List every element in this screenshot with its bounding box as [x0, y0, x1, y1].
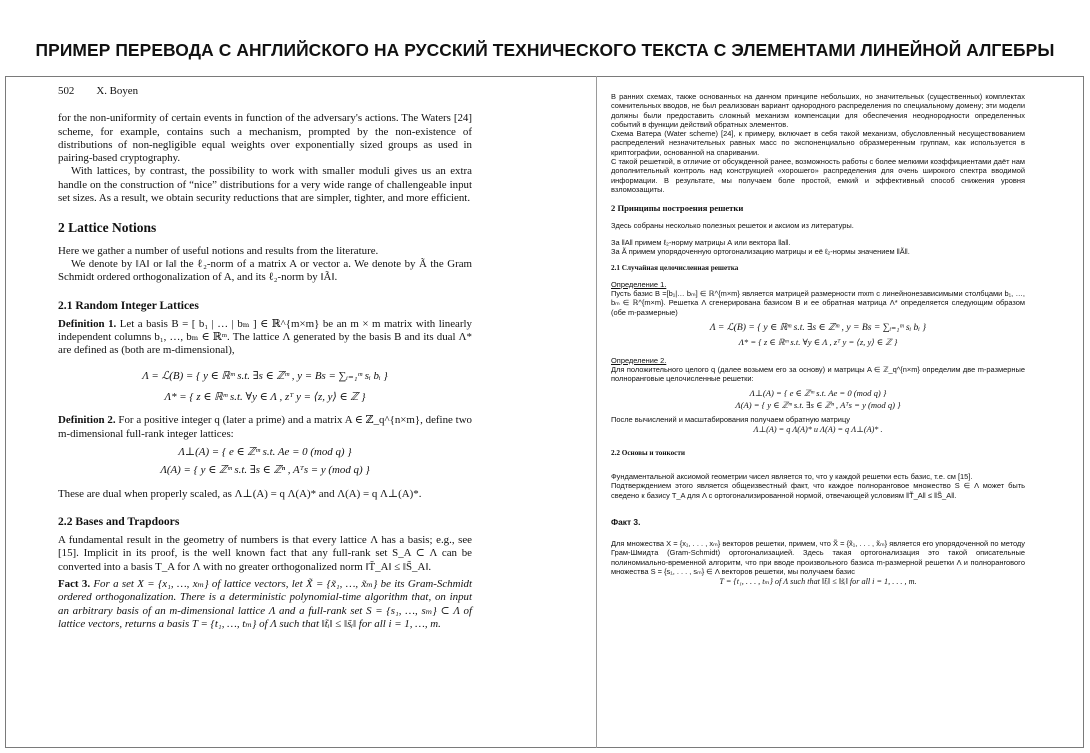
- ru-subsection-2-1-title: 2.1 Случайная целочисленная решетка: [611, 264, 739, 273]
- subsection-2-2-title: 2.2 Bases and Trapdoors: [58, 514, 180, 528]
- ru-fact-3-text: Для множества X = {x₁, . . . , xₘ} векторов решетки, примем, что X̃ = {x̃₁, . . . , x̃ₘ} является его упорядоченной по методу Грам-Шмидта (Gram-Schmidt) ортогонализацией. Здесь такая ортогонализация это такой описательные полиномиально-временной алгоритм, что при вводе произвольного базиса m-размерной решетки Λ и полноранговогo множества S = {s₁, . . . , sₘ} ∈ Λ векторов решетки, мы получаем базис: [611, 539, 1025, 576]
- equation-q-lattice: Λ(A) = { y ∈ ℤᵐ s.t. ∃s ∈ ℤⁿ , Aᵀs = y (mod q) }: [160, 464, 370, 477]
- ru-subsection-2-2-text-2: Подтверждением этого является общеизвестный факт, что каждое полноранговое множество S ∈ Λ может быть сведено к базису T_A для Λ с ортогонализированной нормой, отвечающей условиям ‖T̃_A‖ ≤ ‖S̃_A‖.: [611, 481, 1025, 500]
- ru-definition-1-text: Пусть базис B =[b₁|… bₘ] ∈ ℝ^{m×m} является матрицей размерности mxm с линейнонезависимыми столбцами b₁, …, bₘ ∈ ℝ^{m×m}. Решетка Λ сгенерирована базисом B и ее обратная матрица Λ* определяется следующим образом (обе m-размерные): [611, 289, 1025, 317]
- english-original-column: [58, 85, 472, 631]
- equation-perp-lattice: Λ⊥(A) = { e ∈ ℤᵐ s.t. Ae = 0 (mod q) }: [178, 445, 352, 458]
- ru-definition-2-label: Определение 2.: [611, 355, 667, 365]
- ru-section-2-intro: Здесь собраны несколько полезных решеток и аксиом из литературы.: [611, 220, 854, 230]
- ru-definition-2-text: Для положительного целого q (далее возьмем его за основу) и матрицы A ∈ ℤ_q^{n×m} определим две m-размерные полноранговые целочисленные решетки:: [611, 364, 1025, 384]
- definition-2: [58, 414, 472, 441]
- ru-inverse-text: После вычислений и масштабирования получаем обратную матрицу: [611, 415, 850, 425]
- page-number: 502: [58, 85, 75, 97]
- definition-2-text: For a positive integer q (later a prime) and a matrix A ∈ ℤ_q^{n×m}, define two m-dimensional full-rank integer lattices:: [58, 414, 473, 440]
- subsection-2-1-title: 2.1 Random Integer Lattices: [58, 298, 199, 312]
- paragraph-lattices: With lattices, by contrast, the possibility to work with smaller moduli gives us an extra handle on the construction of “nice” distributions for a very wide range of challengeable input set sizes. As a result, we obtain security reductions that are simpler, tighter, and more efficient.: [58, 165, 472, 205]
- definition-1: [58, 318, 472, 358]
- document-title: ПРИМЕР ПЕРЕВОДА С АНГЛИЙСКОГО НА РУССКИЙ ТЕХНИЧЕСКОГО ТЕКСТА С ЭЛЕМЕНТАМИ ЛИНЕЙНОЙ АЛГЕБРЫ: [35, 40, 1055, 60]
- duality-text: These are dual when properly scaled, as Λ⊥(A) = q Λ(A)* and Λ(A) = q Λ⊥(A)*.: [58, 487, 422, 500]
- russian-translation-column: [611, 92, 1025, 588]
- author-name: X. Boyen: [96, 85, 139, 97]
- section-2-title: 2 Lattice Notions: [58, 220, 157, 236]
- definition-1-label: Definition 1.: [58, 317, 117, 330]
- section-2-intro: Here we gather a number of useful notions and results from the literature.: [58, 244, 379, 257]
- definition-2-label: Definition 2.: [58, 414, 116, 427]
- section-2-notation: We denote by ‖A‖ or ‖a‖ the ℓ₂-norm of a matrix A or vector a. We denote by Ã the Gram Schmidt ordered orthogonalization of A, and its ℓ₂-norm by ‖Ã‖.: [58, 257, 472, 284]
- ru-equation-lattice: Λ = ℒ(B) = { y ∈ ℝᵐ s.t. ∃s ∈ ℤᵐ , y = Bs = ∑ᵢ₌₁ᵐ sᵢ bᵢ }: [709, 321, 927, 333]
- ru-equation-dual-lattice: Λ* = { z ∈ ℝᵐ s.t. ∀y ∈ Λ , zᵀ y = ⟨z, y⟩ ∈ ℤ }: [738, 337, 898, 348]
- subsection-2-2-text: A fundamental result in the geometry of numbers is that every lattice Λ has a basis; e.g., see [15]. Implicit in its proof, is the well known fact that any full-rank set S_A ⊂ Λ can be converted into a basis T_A for Λ with no greater orthogonalized norm ‖T̃_A‖ ≤ ‖S̃_A‖.: [58, 534, 472, 573]
- ru-fact-3-equation: T = {t₁, . . . , tₘ} of Λ such that ‖t̃ᵢ‖ ≤ ‖s̃ᵢ‖ for all i = 1, . . . , m.: [719, 577, 917, 587]
- equation-lattice: Λ = ℒ(B) = { y ∈ ℝᵐ s.t. ∃s ∈ ℤᵐ , y = Bs = ∑ᵢ₌₁ᵐ sᵢ bᵢ }: [142, 369, 388, 382]
- ru-equation-perp-lattice: Λ⊥(A) = { e ∈ ℤᵐ s.t. Ae = 0 (mod q) }: [749, 388, 887, 399]
- ru-notation-2: За Ã примем упорядоченную ортогонализацию матрицы и её ℓ₂-нормы значением ‖Ã‖.: [611, 247, 910, 257]
- ru-subsection-2-2-text-1: Фундаментальной аксиомой геометрии чисел является то, что у каждой решетки есть базис, т.е. см [15].: [611, 471, 973, 481]
- ru-fact-3-label: Факт 3.: [611, 516, 641, 527]
- ru-paragraph-intro: В ранних схемах, также основанных на данном принципе небольших, но значительных (существенных) комплектах сомнительных вводов, не был реализован вариант однородного распределения по специальному домену; эти модели должны были предоставить сложный механизм компенсации для обеспечения неоднородности определенных событий в функции действий обратных элементов.: [611, 92, 1025, 129]
- ru-paragraph-waters: Схема Ватера (Water scheme) [24], к примеру, включает в себя такой механизм, обусловленный несуществованием распределений незначительных равных масс по экспоненциально образмеренным группам, как используется в криптографии, основанной на спаривании.: [611, 129, 1025, 157]
- running-header: [58, 85, 472, 98]
- ru-section-2-title: 2 Принципы построения решетки: [611, 203, 744, 214]
- ru-equation-q-lattice: Λ(A) = { y ∈ ℤᵐ s.t. ∃s ∈ ℤⁿ , Aᵀs = y (mod q) }: [735, 399, 901, 410]
- ru-subsection-2-2-title: 2.2 Основы и тонкости: [611, 448, 686, 457]
- fact-3-text: For a set X = {x₁, …, xₘ} of lattice vectors, let X̃ = {x̃₁, …, x̃ₘ} be its Gram-Schmidt ordered orthogonalization. There is a deterministic polynomial-time algorithm that, on input an arbitrary basis of an m-dimensional lattice Λ and a full-rank set S = {s₁, …, sₘ} ⊂ Λ of lattice vectors, returns a basis T = {t₁, …, tₘ} of Λ such that ‖t̃ᵢ‖ ≤ ‖s̃ᵢ‖ for all i = 1, …, m.: [58, 578, 472, 630]
- paragraph-intro: for the non-uniformity of certain events in function of the adversary's actions. The Waters [24] scheme, for example, contains such a mechanism, prompted by the non-existence of distributions of non-negligible equal weights over exponentially sized groups as used in pairing-based cryptography.: [58, 112, 472, 165]
- ru-definition-1-label: Определение 1.: [611, 279, 667, 289]
- ru-notation-1: За ‖A‖ примем ℓ₂-норму матрицы А или вектора ‖a‖.: [611, 237, 791, 247]
- fact-3-label: Fact 3.: [58, 578, 91, 591]
- ru-inverse-equation: Λ⊥(A) = q Λ(A)* и Λ(A) = q Λ⊥(A)* .: [753, 425, 883, 435]
- fact-3: [58, 578, 472, 631]
- definition-1-text: Let a basis B = [ b₁ | … | bₘ ] ∈ ℝ^{m×m} be an m × m matrix with linearly independent columns b₁, …, bₘ ∈ ℝᵐ. The lattice Λ generated by the basis B and its dual Λ* are defined as (both are m-dimensional),: [58, 317, 472, 357]
- equation-dual-lattice: Λ* = { z ∈ ℝᵐ s.t. ∀y ∈ Λ , zᵀ y = ⟨z, y⟩ ∈ ℤ }: [164, 391, 366, 404]
- ru-paragraph-lattices: С такой решеткой, в отличие от обсужденной ранее, возможность работы с более мелкими коэффициентами даёт нам дополнительный контроль над конструкцией «хорошего» распределения для очень широкого спектра вводимой информации. В результате, мы получаем боле простой, емкий и эффективный способ снижения уровня взломозащиты.: [611, 157, 1025, 194]
- column-divider: [596, 76, 597, 748]
